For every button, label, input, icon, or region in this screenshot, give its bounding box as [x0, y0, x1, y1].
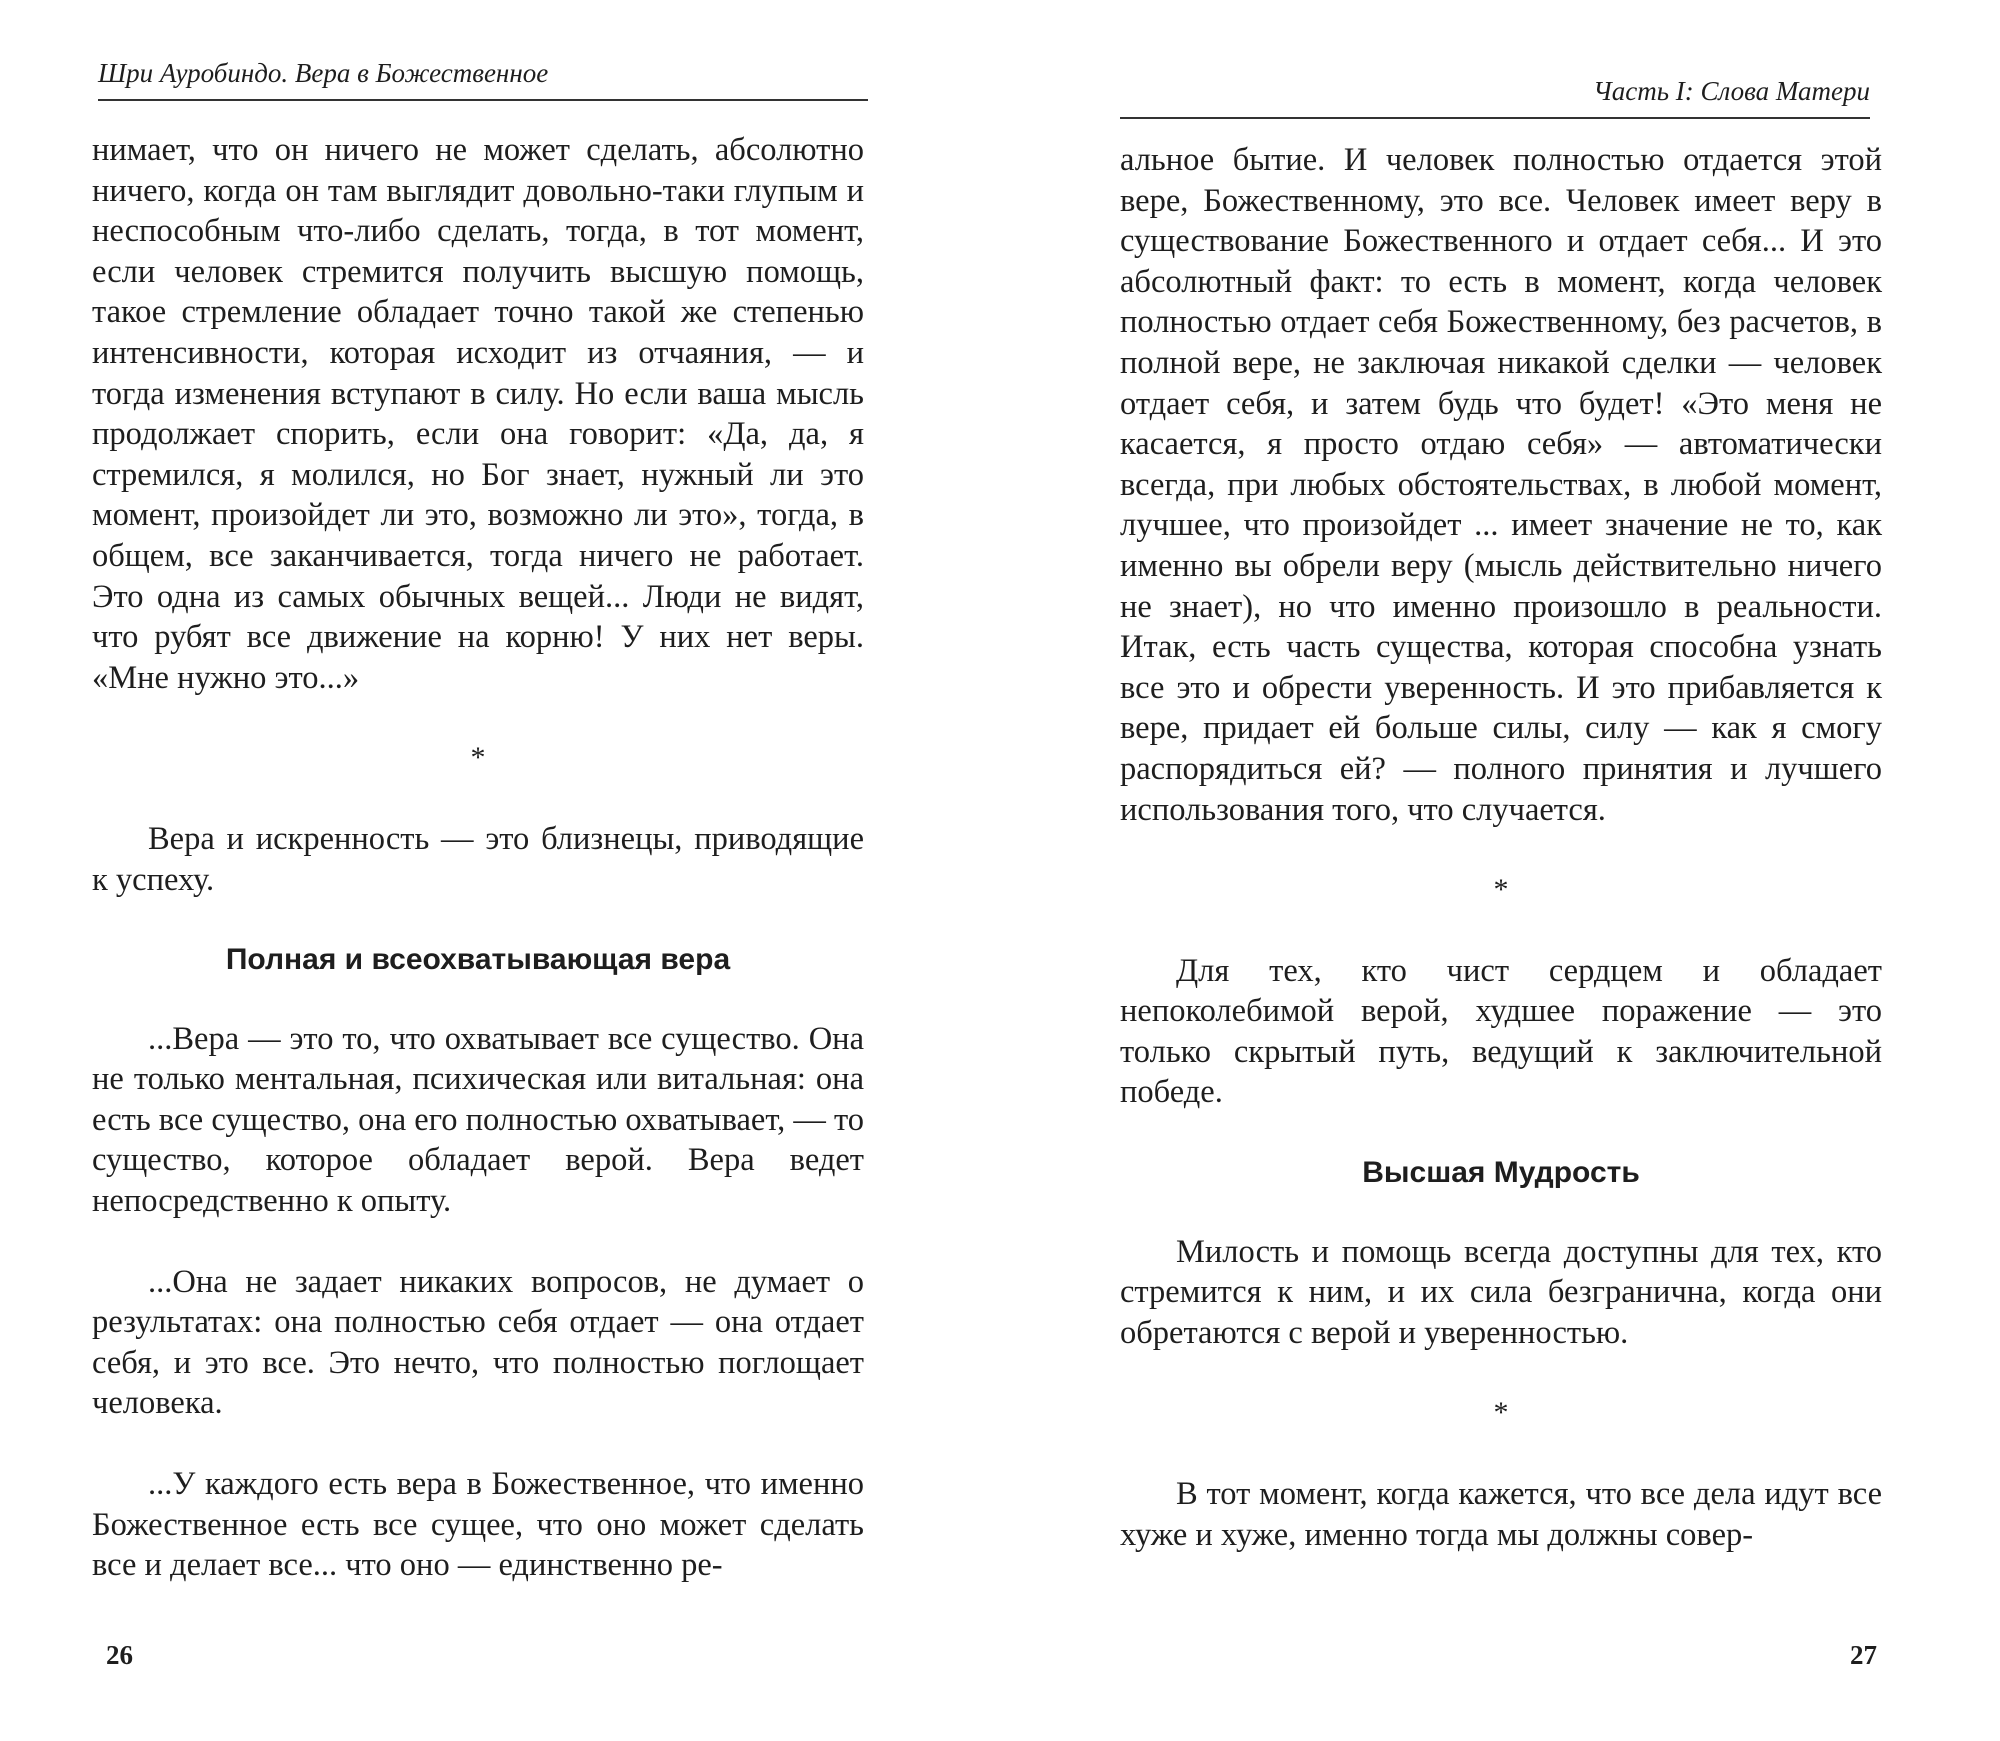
left-paragraph-1: нимает, что он ничего не может сделать, абсолютно ничего, когда он там выглядит довольно-таки глупым и неспособным что-либо сделать, тогда, в тот момент, если человек стремится получить высшую помощь, такое стремление обладает точно такой же степенью интенсивности, которая исходит из отчаяния, — и тогда изменения вступают в силу. Но если ваша мысль продолжает спорить, если она говорит: «Да, да, я стремился, я молился, но Бог знает, нужный ли это момент, произойдет ли это, возможно ли это», тогда, в общем, все заканчивается, тогда ничего не работает. Это одна из самых обычных вещей... Люди не видят, что рубят все движение на корню! У них нет веры. «Мне нужно это...» [92, 132, 864, 696]
right-section-divider-2: * [1493, 1396, 1509, 1430]
right-section-divider-1: * [1493, 873, 1509, 907]
right-body-text [1120, 140, 1882, 1555]
right-running-head: Часть I: Слова Матери [1120, 76, 1870, 119]
right-page [1010, 0, 2000, 1741]
left-paragraph-5: ...У каждого есть вера в Божественное, что именно Божественное есть все сущее, что оно может сделать все и делает все... что оно — единственно ре- [92, 1466, 864, 1584]
left-page [0, 0, 980, 1741]
left-running-head: Шри Ауробиндо. Вера в Божественное [98, 58, 868, 101]
left-section-heading: Полная и всеохватывающая вера [225, 943, 731, 977]
right-section-heading: Высшая Мудрость [1362, 1156, 1640, 1190]
left-section-divider: * [470, 741, 486, 775]
left-paragraph-4: ...Она не задает никаких вопросов, не думает о результатах: она полностью себя отдает — она отдает себя, и это все. Это нечто, что полностью поглощает человека. [92, 1263, 864, 1422]
left-page-number: 26 [106, 1640, 133, 1670]
left-paragraph-3: ...Вера — это то, что охватывает все существо. Она не только ментальная, психическая или витальная: она есть все существо, она его полностью охватывает, — то существо, которое обладает верой. Вера ведет непосредственно к опыту. [92, 1020, 865, 1220]
right-paragraph-3: Милость и помощь всегда доступны для тех, кто стремится к ним, и их сила безгранична, когда они обретаются с верой и уверенностью. [1120, 1233, 1882, 1351]
left-body-text [92, 130, 864, 1586]
right-paragraph-4: В тот момент, когда кажется, что все дела идут все хуже и хуже, именно тогда мы должны совер- [1120, 1476, 1882, 1553]
right-page-number: 27 [1850, 1640, 1877, 1670]
left-paragraph-2: Вера и искренность — это близнецы, приводящие к успеху. [92, 820, 864, 898]
right-paragraph-1: альное бытие. И человек полностью отдается этой вере, Божественному, это все. Человек имеет веру в существование Божественного и отдает себя... И это абсолютный факт: то есть в момент, когда человек полностью отдает себя Божественному, без расчетов, в полной вере, не заключая никакой сделки — человек отдает себя, и затем будь что будет! «Это меня не касается, я просто отдаю себя» — автоматически всегда, при любых обстоятельствах, в любой момент, лучшее, что произойдет ... имеет значение не то, как именно вы обрели веру (мысль действительно ничего не знает), но что именно произошло в реальности. Итак, есть часть существа, которая способна узнать все это и обрести уверенность. И это прибавляется к вере, придает ей больше силы, силу — как я смогу распорядиться ей? — полного принятия и лучшего использования того, что случается. [1120, 142, 1882, 828]
right-paragraph-2: Для тех, кто чист сердцем и обладает непоколебимой верой, худшее поражение — это только скрытый путь, ведущий к заключительной победе. [1120, 952, 1882, 1111]
